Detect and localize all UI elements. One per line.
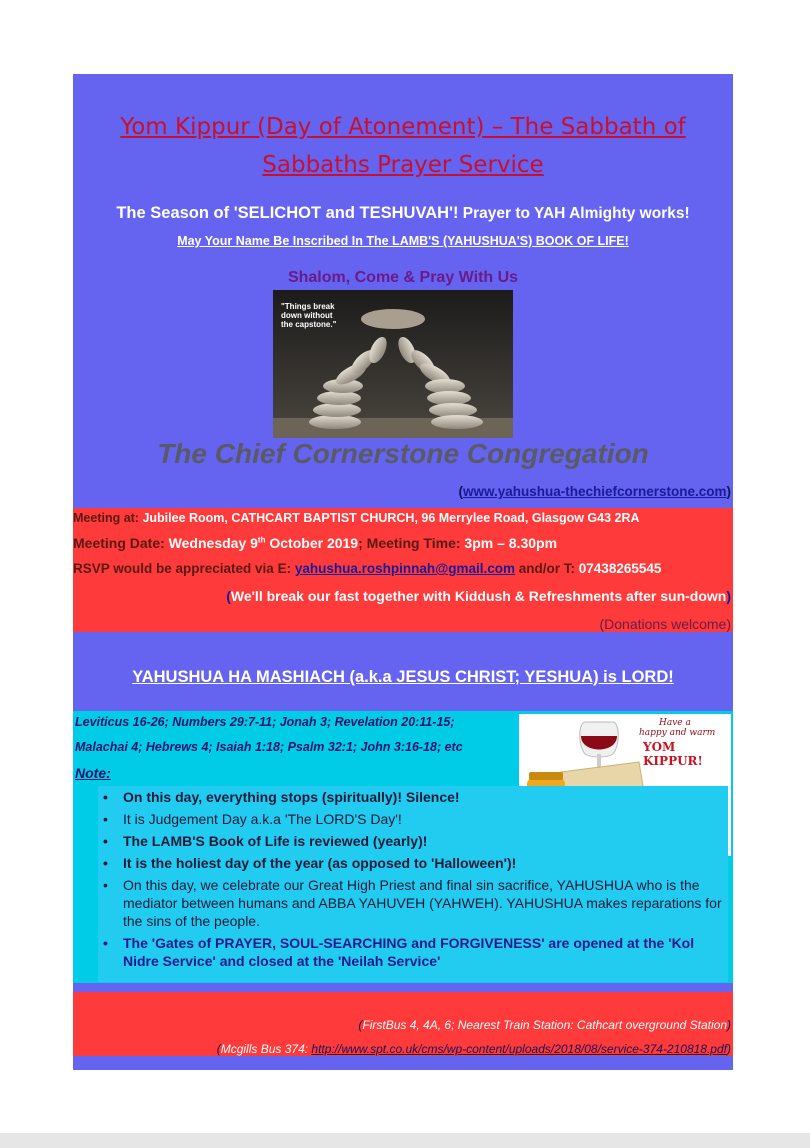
list-item: • It is the holiest day of the year (as opposed to 'Halloween')! [98,854,728,872]
shalom-heading: Shalom, Come & Pray With Us [287,269,519,286]
note-label: Note: [75,765,111,781]
bus-timetable-link[interactable]: http://www.spt.co.uk/cms/wp-content/uploads/2018/08/service-374-210818.pdf [311,1042,727,1056]
rsvp-line: RSVP would be appreciated via E: yahushua.roshpinnah@gmail.com and/or T: 07438265545 [73,561,662,576]
list-item: • On this day, everything stops (spiritually)! Silence! [98,788,728,806]
title-line-1: Yom Kippur (Day of Atonement) – The Sabbath of [120,114,686,140]
website-line: (www.yahushua-thechiefcornerstone.com) [458,484,731,499]
book-of-life-line: May Your Name Be Inscribed In The LAMB'S (YAHUSHUA'S) BOOK OF LIFE! [177,234,629,248]
website-link[interactable]: www.yahushua-thechiefcornerstone.com [462,484,727,499]
fast-breaking-note: (We'll break our fast together with Kiddush & Refreshments after sun-down) [226,588,731,604]
list-item: • On this day, we celebrate our Great High Priest and final sin sacrifice, YAHUSHUA who is the mediator between humans and ABBA YAHUVEH (YAHWEH). YAHUSHUA makes reparations for the sins of the people. [98,876,728,930]
scripture-refs-line-1: Leviticus 16-26; Numbers 29:7-11; Jonah 3; Revelation 20:11-15; [75,715,455,729]
congregation-name: The Chief Cornerstone Congregation [157,438,649,469]
title-line-2: Sabbaths Prayer Service [262,152,544,178]
season-main: The Season of 'SELICHOT and TESHUVAH'! [116,204,459,222]
list-item: • The LAMB'S Book of Life is reviewed (yearly)! [98,832,728,850]
phone-number: 07438265545 [575,561,662,576]
bottom-edge-bar [0,1133,810,1148]
capstone-stone-arch-image [273,290,513,438]
lord-heading: YAHUSHUA HA MASHIACH (a.k.a JESUS CHRIST; YESHUA) is LORD! [132,668,674,686]
donations-note: (Donations welcome) [599,616,731,632]
meeting-date-time: Meeting Date: Wednesday 9th October 2019; Meeting Time: 3pm – 8.30pm [73,535,558,551]
season-rest: Prayer to YAH Almighty works! [458,205,690,222]
mcgills-bus-info: (Mcgills Bus 374: http://www.spt.co.uk/cms/wp-content/uploads/2018/08/service-374-210818.pdf) [216,1042,731,1056]
list-item: • It is Judgement Day a.k.a 'The LORD'S Day'! [98,810,728,828]
capstone-quote: "Things break down without the capstone." [281,302,337,329]
email-link[interactable]: yahushua.roshpinnah@gmail.com [294,561,516,576]
yom-kippur-greeting-image: Have a happy and warm YOM KIPPUR! [519,714,731,856]
firstbus-info: (FirstBus 4, 4A, 6; Nearest Train Station: Cathcart overground Station) [358,1018,731,1032]
flyer-page [73,74,733,1070]
meeting-location: Meeting at: Jubilee Room, CATHCART BAPTIST CHURCH, 96 Merrylee Road, Glasgow G43 2RA [73,511,640,525]
notes-list [98,786,728,982]
list-item: • The 'Gates of PRAYER, SOUL-SEARCHING and FORGIVENESS' are opened at the 'Kol Nidre Service' and closed at the 'Neilah Service' [98,934,728,970]
scripture-refs-line-2: Malachai 4; Hebrews 4; Isaiah 1:18; Psalm 32:1; John 3:16-18; etc [75,740,463,754]
season-heading [73,204,733,223]
